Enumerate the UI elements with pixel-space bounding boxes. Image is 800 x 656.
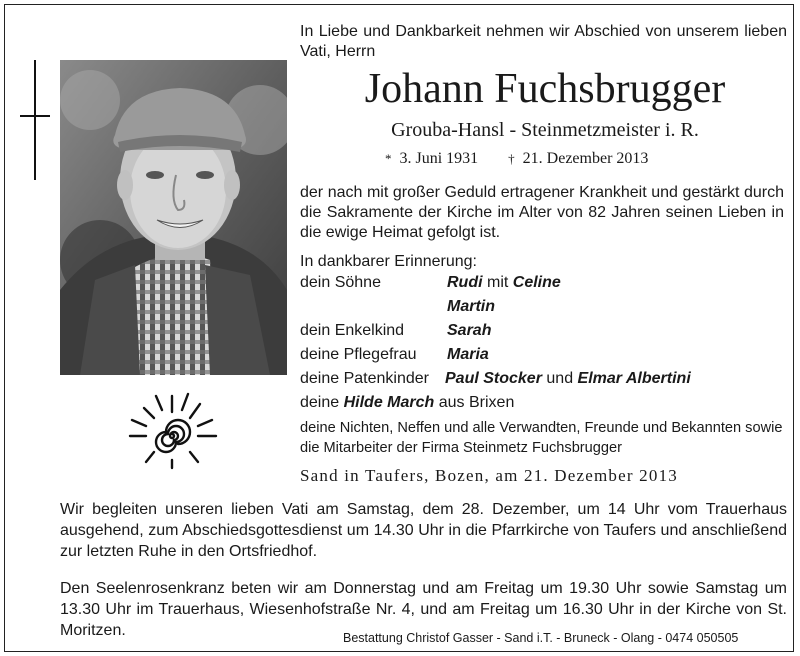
cross-vertical xyxy=(34,60,36,180)
sun-spiral-icon xyxy=(122,390,222,470)
undertaker-info: Bestattung Christof Gasser - Sand i.T. - Bruneck - Olang - 0474 050505 xyxy=(343,631,739,645)
rosary-announcement: Den Seelenrosenkranz beten wir am Donnerstag und am Freitag um 19.30 Uhr sowie Samstag um 13.30 Uhr im Trauerhaus, Wiesenhofstraße Nr. 4, und am Freitag um 16.30 Uhr in der Kirche von St. Moritzen. xyxy=(60,580,787,639)
relatives-names xyxy=(447,297,495,317)
carer-name: Maria xyxy=(447,346,489,363)
relatives-names xyxy=(447,273,561,293)
cross-horizontal xyxy=(20,115,50,117)
intro-text: In Liebe und Dankbarkeit nehmen wir Abschied von unserem lieben Vati, Herrn xyxy=(300,23,787,60)
connector: mit xyxy=(487,274,509,291)
death-date: 21. Dezember 2013 xyxy=(522,150,649,167)
relatives-label: dein Enkelkind xyxy=(300,322,405,339)
connector: deine xyxy=(300,394,340,411)
death-cross-symbol: † xyxy=(508,151,515,166)
funeral-announcement: Wir begleiten unseren lieben Vati am Samstag, dem 28. Dezember, um 14 Uhr vom Trauerhaus ausgehend, zum Abschiedsgottesdienst um 14.30 Uhr in die Pfarrkirche von Taufers und anschließend zur letzten Ruhe in den Ortsfriedhof. xyxy=(60,501,787,560)
partner-name: Celine xyxy=(512,274,561,291)
relatives-label: dein Söhne xyxy=(300,274,381,291)
relatives-names xyxy=(300,393,514,413)
connector: und xyxy=(546,370,574,387)
son-name: Martin xyxy=(447,298,495,315)
friend-name: Hilde March xyxy=(343,394,435,411)
birth-date: 3. Juni 1931 xyxy=(399,150,479,167)
son-name: Rudi xyxy=(447,274,483,291)
godchild-name: Paul Stocker xyxy=(445,370,542,387)
relatives-names xyxy=(447,345,489,365)
biography-text: der nach mit großer Geduld ertragener Krankheit und gestärkt durch die Sakramente der Kirche im Alter von 82 Jahren seinen Lieben in die ewige Heimat gefolgt ist. xyxy=(300,184,784,241)
deceased-name: Johann Fuchsbrugger xyxy=(364,66,726,112)
grandchild-name: Sarah xyxy=(447,322,492,339)
relatives-names xyxy=(445,369,691,389)
portrait-svg xyxy=(60,60,287,375)
birth-symbol: * xyxy=(385,151,392,166)
thanks-heading: In dankbarer Erinnerung: xyxy=(300,253,477,270)
godchild-name: Elmar Albertini xyxy=(577,370,691,387)
connector: aus Brixen xyxy=(438,394,515,411)
nickname-occupation: Grouba-Hansl - Steinmetzmeister i. R. xyxy=(391,119,699,141)
life-dates xyxy=(385,149,648,169)
place-and-date: Sand in Taufers, Bozen, am 21. Dezember 2013 xyxy=(300,466,678,485)
relatives-label: deine Pflegefrau xyxy=(300,346,417,363)
portrait-photo xyxy=(60,60,287,375)
relatives-label: deine Patenkinder xyxy=(300,370,429,387)
relatives-names xyxy=(447,321,491,341)
extra-mourners: deine Nichten, Neffen und alle Verwandten, Freunde und Bekannten sowie die Mitarbeiter der Firma Steinmetz Fuchsbrugger xyxy=(300,420,783,456)
